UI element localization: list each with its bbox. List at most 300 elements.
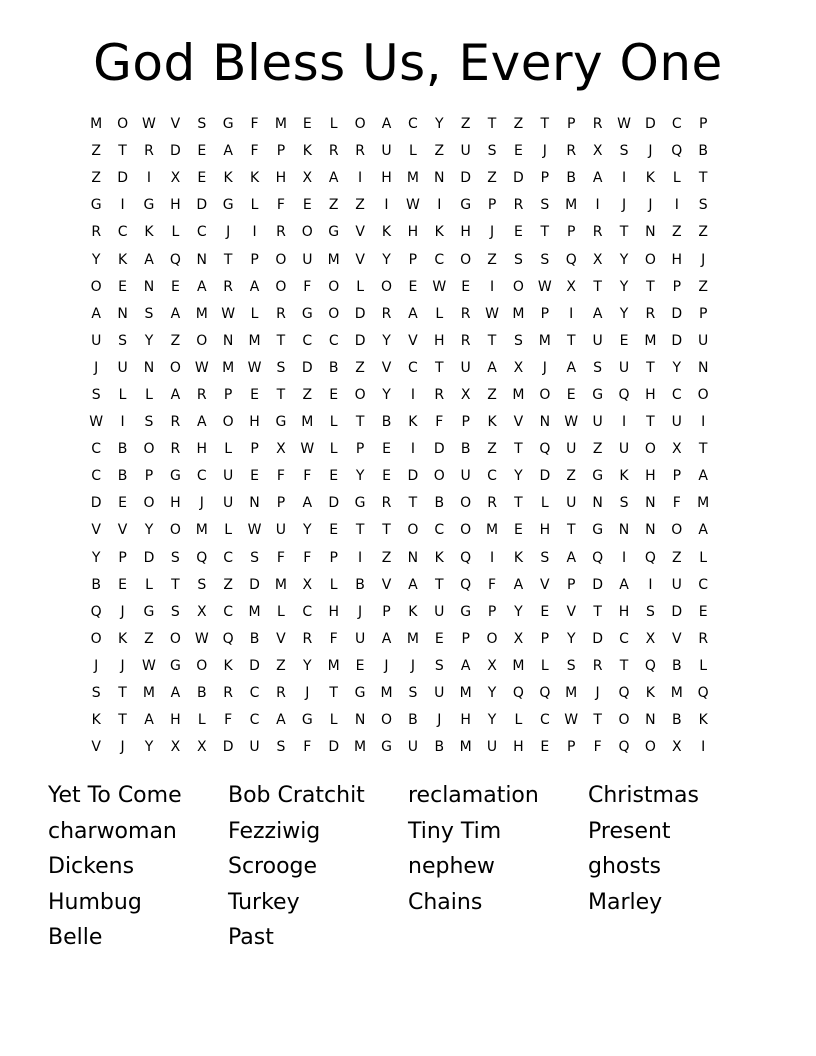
grid-letter: N xyxy=(196,251,207,268)
grid-letter: K xyxy=(408,603,418,620)
grid-letter: N xyxy=(618,522,630,539)
grid-letter: H xyxy=(249,414,260,431)
grid-letter: T xyxy=(276,386,286,403)
grid-letter: U xyxy=(223,495,234,512)
grid-letter: M xyxy=(538,332,551,349)
grid-letter: G xyxy=(90,197,102,214)
grid-letter: A xyxy=(91,305,101,322)
grid-letter: J xyxy=(384,657,389,674)
grid-letter: Y xyxy=(382,386,391,403)
puzzle-title: God Bless Us, Every One xyxy=(93,34,723,92)
grid-letter: V xyxy=(117,522,128,539)
grid-letter: A xyxy=(487,359,497,376)
grid-letter: N xyxy=(697,359,709,376)
grid-letter: D xyxy=(671,332,683,349)
word-list-item: Past xyxy=(228,925,274,951)
grid-letter: O xyxy=(644,739,656,756)
grid-letter: R xyxy=(592,116,603,133)
grid-letter: G xyxy=(328,224,340,241)
grid-letter: X xyxy=(170,170,181,187)
grid-letter: A xyxy=(566,549,577,566)
grid-letter: U xyxy=(460,468,471,485)
grid-letter: N xyxy=(539,414,551,431)
grid-letter: Q xyxy=(671,143,683,160)
grid-letter: L xyxy=(435,305,444,322)
grid-letter: E xyxy=(118,576,128,593)
grid-letter: T xyxy=(171,576,180,593)
grid-letter: G xyxy=(592,522,604,539)
grid-letter: E xyxy=(461,278,471,295)
grid-letter: E xyxy=(619,332,629,349)
grid-letter: K xyxy=(144,224,154,241)
grid-letter: P xyxy=(540,170,550,187)
grid-letter: W xyxy=(564,414,579,431)
grid-letter: E xyxy=(197,143,207,160)
grid-letter: Z xyxy=(223,576,233,593)
grid-letter: M xyxy=(274,576,287,593)
grid-letter: F xyxy=(276,468,285,485)
grid-letter: O xyxy=(169,522,181,539)
grid-letter: M xyxy=(459,739,472,756)
grid-letter: J xyxy=(120,739,125,756)
grid-letter: K xyxy=(619,468,629,485)
grid-letter: V xyxy=(513,414,524,431)
grid-letter: X xyxy=(645,630,656,647)
grid-letter: I xyxy=(120,197,125,214)
grid-letter: R xyxy=(645,305,656,322)
grid-letter: U xyxy=(434,603,445,620)
grid-row xyxy=(83,355,743,382)
grid-letter: U xyxy=(618,441,630,458)
grid-letter: U xyxy=(486,739,498,756)
grid-letter: Z xyxy=(460,116,471,133)
grid-letter: N xyxy=(645,522,656,539)
grid-letter: B xyxy=(196,685,207,702)
grid-letter: L xyxy=(145,386,153,403)
grid-letter: X xyxy=(196,739,207,756)
grid-letter: M xyxy=(195,522,208,539)
grid-letter: T xyxy=(646,414,655,431)
grid-letter: Z xyxy=(91,170,101,187)
grid-letter: Y xyxy=(434,116,444,133)
grid-letter: O xyxy=(275,278,287,295)
grid-letter: Z xyxy=(566,468,577,485)
word-list-item: charwoman xyxy=(48,818,177,844)
grid-letter: A xyxy=(513,576,524,593)
grid-letter: L xyxy=(224,441,233,458)
grid-letter: Y xyxy=(355,468,365,485)
grid-letter: O xyxy=(539,386,551,403)
grid-row xyxy=(83,734,743,761)
word-list-item: Belle xyxy=(48,925,103,951)
grid-row xyxy=(83,545,743,572)
grid-letter: O xyxy=(196,332,208,349)
grid-letter: K xyxy=(117,630,128,647)
grid-letter: Y xyxy=(144,332,154,349)
grid-letter: D xyxy=(117,170,128,187)
grid-letter: K xyxy=(117,251,128,268)
grid-letter: C xyxy=(302,332,313,349)
grid-letter: R xyxy=(566,143,577,160)
grid-letter: M xyxy=(486,522,499,539)
grid-letter: E xyxy=(540,603,550,620)
grid-letter: D xyxy=(249,576,260,593)
grid-letter: C xyxy=(117,224,128,241)
grid-letter: I xyxy=(621,414,627,431)
grid-letter: L xyxy=(171,224,180,241)
grid-letter: W xyxy=(405,197,420,214)
grid-row xyxy=(83,246,743,273)
grid-letter: H xyxy=(460,712,471,729)
grid-letter: U xyxy=(566,441,577,458)
grid-letter: N xyxy=(592,495,603,512)
grid-letter: Y xyxy=(144,522,154,539)
grid-letter: E xyxy=(250,386,259,403)
word-list-item: Tiny Tim xyxy=(408,818,502,844)
grid-letter: X xyxy=(513,359,524,376)
grid-letter: K xyxy=(645,170,655,187)
grid-letter: G xyxy=(169,657,181,674)
grid-letter: J xyxy=(595,685,600,702)
grid-letter: T xyxy=(355,522,365,539)
grid-letter: Z xyxy=(302,386,313,403)
grid-letter: Z xyxy=(144,630,154,647)
grid-letter: V xyxy=(540,576,550,593)
grid-letter: T xyxy=(408,495,418,512)
grid-letter: O xyxy=(222,414,234,431)
grid-letter: A xyxy=(170,386,181,403)
grid-letter: C xyxy=(223,549,234,566)
grid-letter: B xyxy=(434,739,445,756)
grid-letter: Y xyxy=(487,712,497,729)
grid-letter: H xyxy=(645,386,656,403)
grid-letter: J xyxy=(305,685,310,702)
grid-letter: K xyxy=(487,414,497,431)
word-list-item: Turkey xyxy=(228,889,300,915)
grid-letter: U xyxy=(91,332,102,349)
grid-letter: G xyxy=(354,495,366,512)
grid-letter: X xyxy=(302,576,313,593)
grid-letter: C xyxy=(91,468,102,485)
grid-letter: N xyxy=(645,495,656,512)
grid-letter: E xyxy=(250,468,259,485)
grid-letter: V xyxy=(170,116,181,133)
grid-row xyxy=(83,382,743,409)
grid-letter: C xyxy=(91,441,102,458)
grid-letter: C xyxy=(671,116,682,133)
word-list-item: Yet To Come xyxy=(48,783,182,808)
grid-letter: R xyxy=(328,143,339,160)
grid-letter: K xyxy=(302,143,312,160)
grid-row xyxy=(83,463,743,490)
grid-letter: P xyxy=(461,414,470,431)
grid-letter: F xyxy=(224,712,233,729)
grid-letter: E xyxy=(382,441,391,458)
grid-letter: E xyxy=(355,657,365,674)
grid-letter: L xyxy=(540,657,549,674)
grid-letter: O xyxy=(328,278,340,295)
grid-letter: F xyxy=(593,739,602,756)
grid-letter: P xyxy=(567,116,576,133)
grid-letter: S xyxy=(276,359,286,376)
grid-letter: T xyxy=(540,224,550,241)
grid-letter: D xyxy=(592,630,603,647)
grid-letter: X xyxy=(460,386,471,403)
grid-letter: J xyxy=(120,657,125,674)
grid-letter: N xyxy=(222,332,234,349)
grid-letter: O xyxy=(644,251,656,268)
grid-letter: O xyxy=(644,441,656,458)
grid-letter: K xyxy=(381,224,392,241)
grid-letter: X xyxy=(592,143,603,160)
grid-letter: Z xyxy=(91,143,101,160)
grid-letter: U xyxy=(117,359,128,376)
grid-letter: E xyxy=(329,386,339,403)
grid-letter: Z xyxy=(434,143,445,160)
grid-letter: M xyxy=(406,170,419,187)
grid-letter: D xyxy=(301,359,313,376)
grid-letter: I xyxy=(621,549,627,566)
grid-letter: T xyxy=(698,170,708,187)
grid-letter: I xyxy=(701,739,706,756)
grid-letter: S xyxy=(540,549,550,566)
grid-letter: X xyxy=(592,251,603,268)
grid-letter: I xyxy=(358,549,363,566)
grid-letter: Q xyxy=(460,549,472,566)
grid-letter: B xyxy=(671,657,682,674)
grid-letter: G xyxy=(143,197,155,214)
grid-letter: D xyxy=(354,332,366,349)
grid-letter: T xyxy=(540,116,550,133)
grid-letter: Z xyxy=(487,251,497,268)
grid-letter: P xyxy=(223,386,233,403)
grid-letter: R xyxy=(434,386,445,403)
grid-letter: S xyxy=(514,332,523,349)
grid-letter: L xyxy=(118,386,127,403)
grid-letter: P xyxy=(567,576,576,593)
grid-letter: Y xyxy=(619,251,629,268)
word-list-item: Scrooge xyxy=(228,854,318,880)
grid-letter: N xyxy=(645,224,656,241)
grid-letter: U xyxy=(698,332,709,349)
grid-letter: D xyxy=(249,657,260,674)
grid-letter: S xyxy=(250,549,259,566)
grid-letter: Z xyxy=(671,224,682,241)
grid-letter: F xyxy=(276,197,285,214)
grid-letter: I xyxy=(120,414,125,431)
grid-letter: A xyxy=(619,576,629,593)
grid-letter: X xyxy=(196,603,207,620)
grid-letter: W xyxy=(194,630,209,647)
grid-letter: E xyxy=(170,278,180,295)
grid-letter: A xyxy=(144,251,154,268)
grid-letter: E xyxy=(329,468,339,485)
word-list-item: nephew xyxy=(408,854,495,880)
grid-letter: V xyxy=(355,251,365,268)
grid-letter: Q xyxy=(697,685,709,702)
grid-letter: Z xyxy=(328,197,339,214)
grid-letter: S xyxy=(197,576,207,593)
grid-letter: U xyxy=(671,414,682,431)
grid-letter: E xyxy=(408,278,418,295)
grid-row xyxy=(83,274,743,301)
grid-letter: U xyxy=(592,414,603,431)
grid-letter: G xyxy=(592,468,604,485)
grid-letter: Y xyxy=(566,630,576,647)
word-list-item: Marley xyxy=(588,889,663,915)
word-list-item: reclamation xyxy=(408,783,539,808)
grid-letter: U xyxy=(460,143,471,160)
grid-letter: G xyxy=(169,468,181,485)
grid-letter: U xyxy=(407,739,418,756)
grid-letter: R xyxy=(592,657,603,674)
grid-letter: H xyxy=(671,251,683,268)
grid-letter: L xyxy=(145,576,153,593)
grid-letter: C xyxy=(434,251,445,268)
grid-letter: M xyxy=(327,251,340,268)
grid-letter: D xyxy=(90,495,102,512)
grid-letter: O xyxy=(301,224,313,241)
word-list xyxy=(48,778,768,956)
grid-letter: P xyxy=(144,468,154,485)
grid-letter: V xyxy=(672,630,682,647)
grid-letter: U xyxy=(434,685,445,702)
word-list-item: ghosts xyxy=(588,854,661,880)
grid-letter: M xyxy=(222,359,235,376)
grid-letter: J xyxy=(410,657,415,674)
grid-letter: R xyxy=(276,224,286,241)
grid-letter: A xyxy=(460,657,471,674)
grid-letter: H xyxy=(170,495,181,512)
grid-letter: R xyxy=(460,332,471,349)
grid-letter: B xyxy=(566,170,577,187)
grid-letter: I xyxy=(358,170,363,187)
grid-letter: P xyxy=(118,549,127,566)
grid-letter: M xyxy=(565,685,578,702)
grid-letter: Q xyxy=(539,441,551,458)
grid-letter: L xyxy=(699,549,708,566)
grid-letter: M xyxy=(459,685,472,702)
grid-letter: L xyxy=(699,657,708,674)
grid-letter: M xyxy=(406,630,419,647)
grid-letter: C xyxy=(249,685,260,702)
grid-letter: M xyxy=(274,116,287,133)
grid-letter: V xyxy=(381,576,392,593)
grid-letter: B xyxy=(355,576,365,593)
grid-letter: Q xyxy=(618,685,630,702)
grid-letter: I xyxy=(410,386,415,403)
grid-letter: O xyxy=(512,278,524,295)
grid-row xyxy=(83,219,743,246)
grid-letter: G xyxy=(301,305,313,322)
grid-letter: D xyxy=(460,170,472,187)
grid-letter: G xyxy=(381,739,392,756)
grid-letter: B xyxy=(117,468,128,485)
grid-letter: K xyxy=(91,712,101,729)
grid-letter: F xyxy=(303,278,312,295)
grid-letter: K xyxy=(645,685,655,702)
grid-letter: L xyxy=(329,712,338,729)
grid-letter: L xyxy=(250,197,259,214)
grid-letter: Q xyxy=(169,251,181,268)
grid-letter: Y xyxy=(514,468,523,485)
grid-letter: S xyxy=(144,414,154,431)
grid-letter: T xyxy=(514,441,523,458)
grid-letter: W xyxy=(300,441,315,458)
grid-letter: T xyxy=(593,603,602,620)
grid-letter: O xyxy=(196,657,208,674)
grid-letter: F xyxy=(303,549,312,566)
grid-row xyxy=(83,111,743,138)
grid-letter: O xyxy=(380,712,392,729)
grid-letter: W xyxy=(221,305,236,322)
grid-row xyxy=(83,707,743,734)
grid-letter: A xyxy=(170,685,181,702)
grid-letter: D xyxy=(513,170,524,187)
grid-letter: Q xyxy=(644,549,656,566)
grid-letter: Q xyxy=(618,739,630,756)
grid-letter: E xyxy=(197,170,207,187)
grid-letter: S xyxy=(698,197,708,214)
word-list-item: Humbug xyxy=(48,889,142,915)
grid-letter: X xyxy=(566,278,577,295)
grid-letter: L xyxy=(514,712,523,729)
grid-letter: T xyxy=(566,522,576,539)
grid-letter: U xyxy=(618,359,630,376)
grid-letter: H xyxy=(170,197,181,214)
word-list-item: Bob Cratchit xyxy=(228,783,365,808)
grid-letter: X xyxy=(671,441,682,458)
grid-letter: O xyxy=(460,522,472,539)
grid-letter: M xyxy=(195,305,208,322)
grid-letter: T xyxy=(118,712,127,729)
grid-letter: O xyxy=(117,116,129,133)
grid-letter: P xyxy=(567,224,576,241)
grid-row xyxy=(83,680,743,707)
grid-letter: U xyxy=(460,359,471,376)
grid-letter: I xyxy=(410,441,415,458)
grid-letter: S xyxy=(276,739,286,756)
grid-letter: H xyxy=(170,712,181,729)
grid-letter: O xyxy=(90,278,102,295)
grid-letter: P xyxy=(698,116,708,133)
grid-letter: W xyxy=(247,522,262,539)
grid-letter: L xyxy=(250,305,259,322)
grid-letter: G xyxy=(222,116,234,133)
grid-letter: O xyxy=(328,305,340,322)
grid-letter: Z xyxy=(170,332,181,349)
grid-row xyxy=(83,301,743,328)
grid-letter: D xyxy=(539,468,551,485)
grid-letter: E xyxy=(540,739,550,756)
grid-letter: Q xyxy=(196,549,208,566)
grid-letter: Z xyxy=(487,386,497,403)
word-list-item: Dickens xyxy=(48,854,135,880)
grid-letter: T xyxy=(118,685,127,702)
grid-letter: A xyxy=(408,305,418,322)
grid-letter: I xyxy=(489,549,495,566)
grid-letter: J xyxy=(542,143,547,160)
grid-letter: B xyxy=(381,414,392,431)
grid-letter: T xyxy=(593,712,602,729)
grid-letter: E xyxy=(302,116,312,133)
grid-letter: P xyxy=(408,251,418,268)
grid-letter: O xyxy=(143,441,155,458)
grid-letter: J xyxy=(542,359,547,376)
grid-letter: L xyxy=(329,441,338,458)
grid-letter: U xyxy=(275,522,287,539)
grid-letter: Z xyxy=(671,549,682,566)
